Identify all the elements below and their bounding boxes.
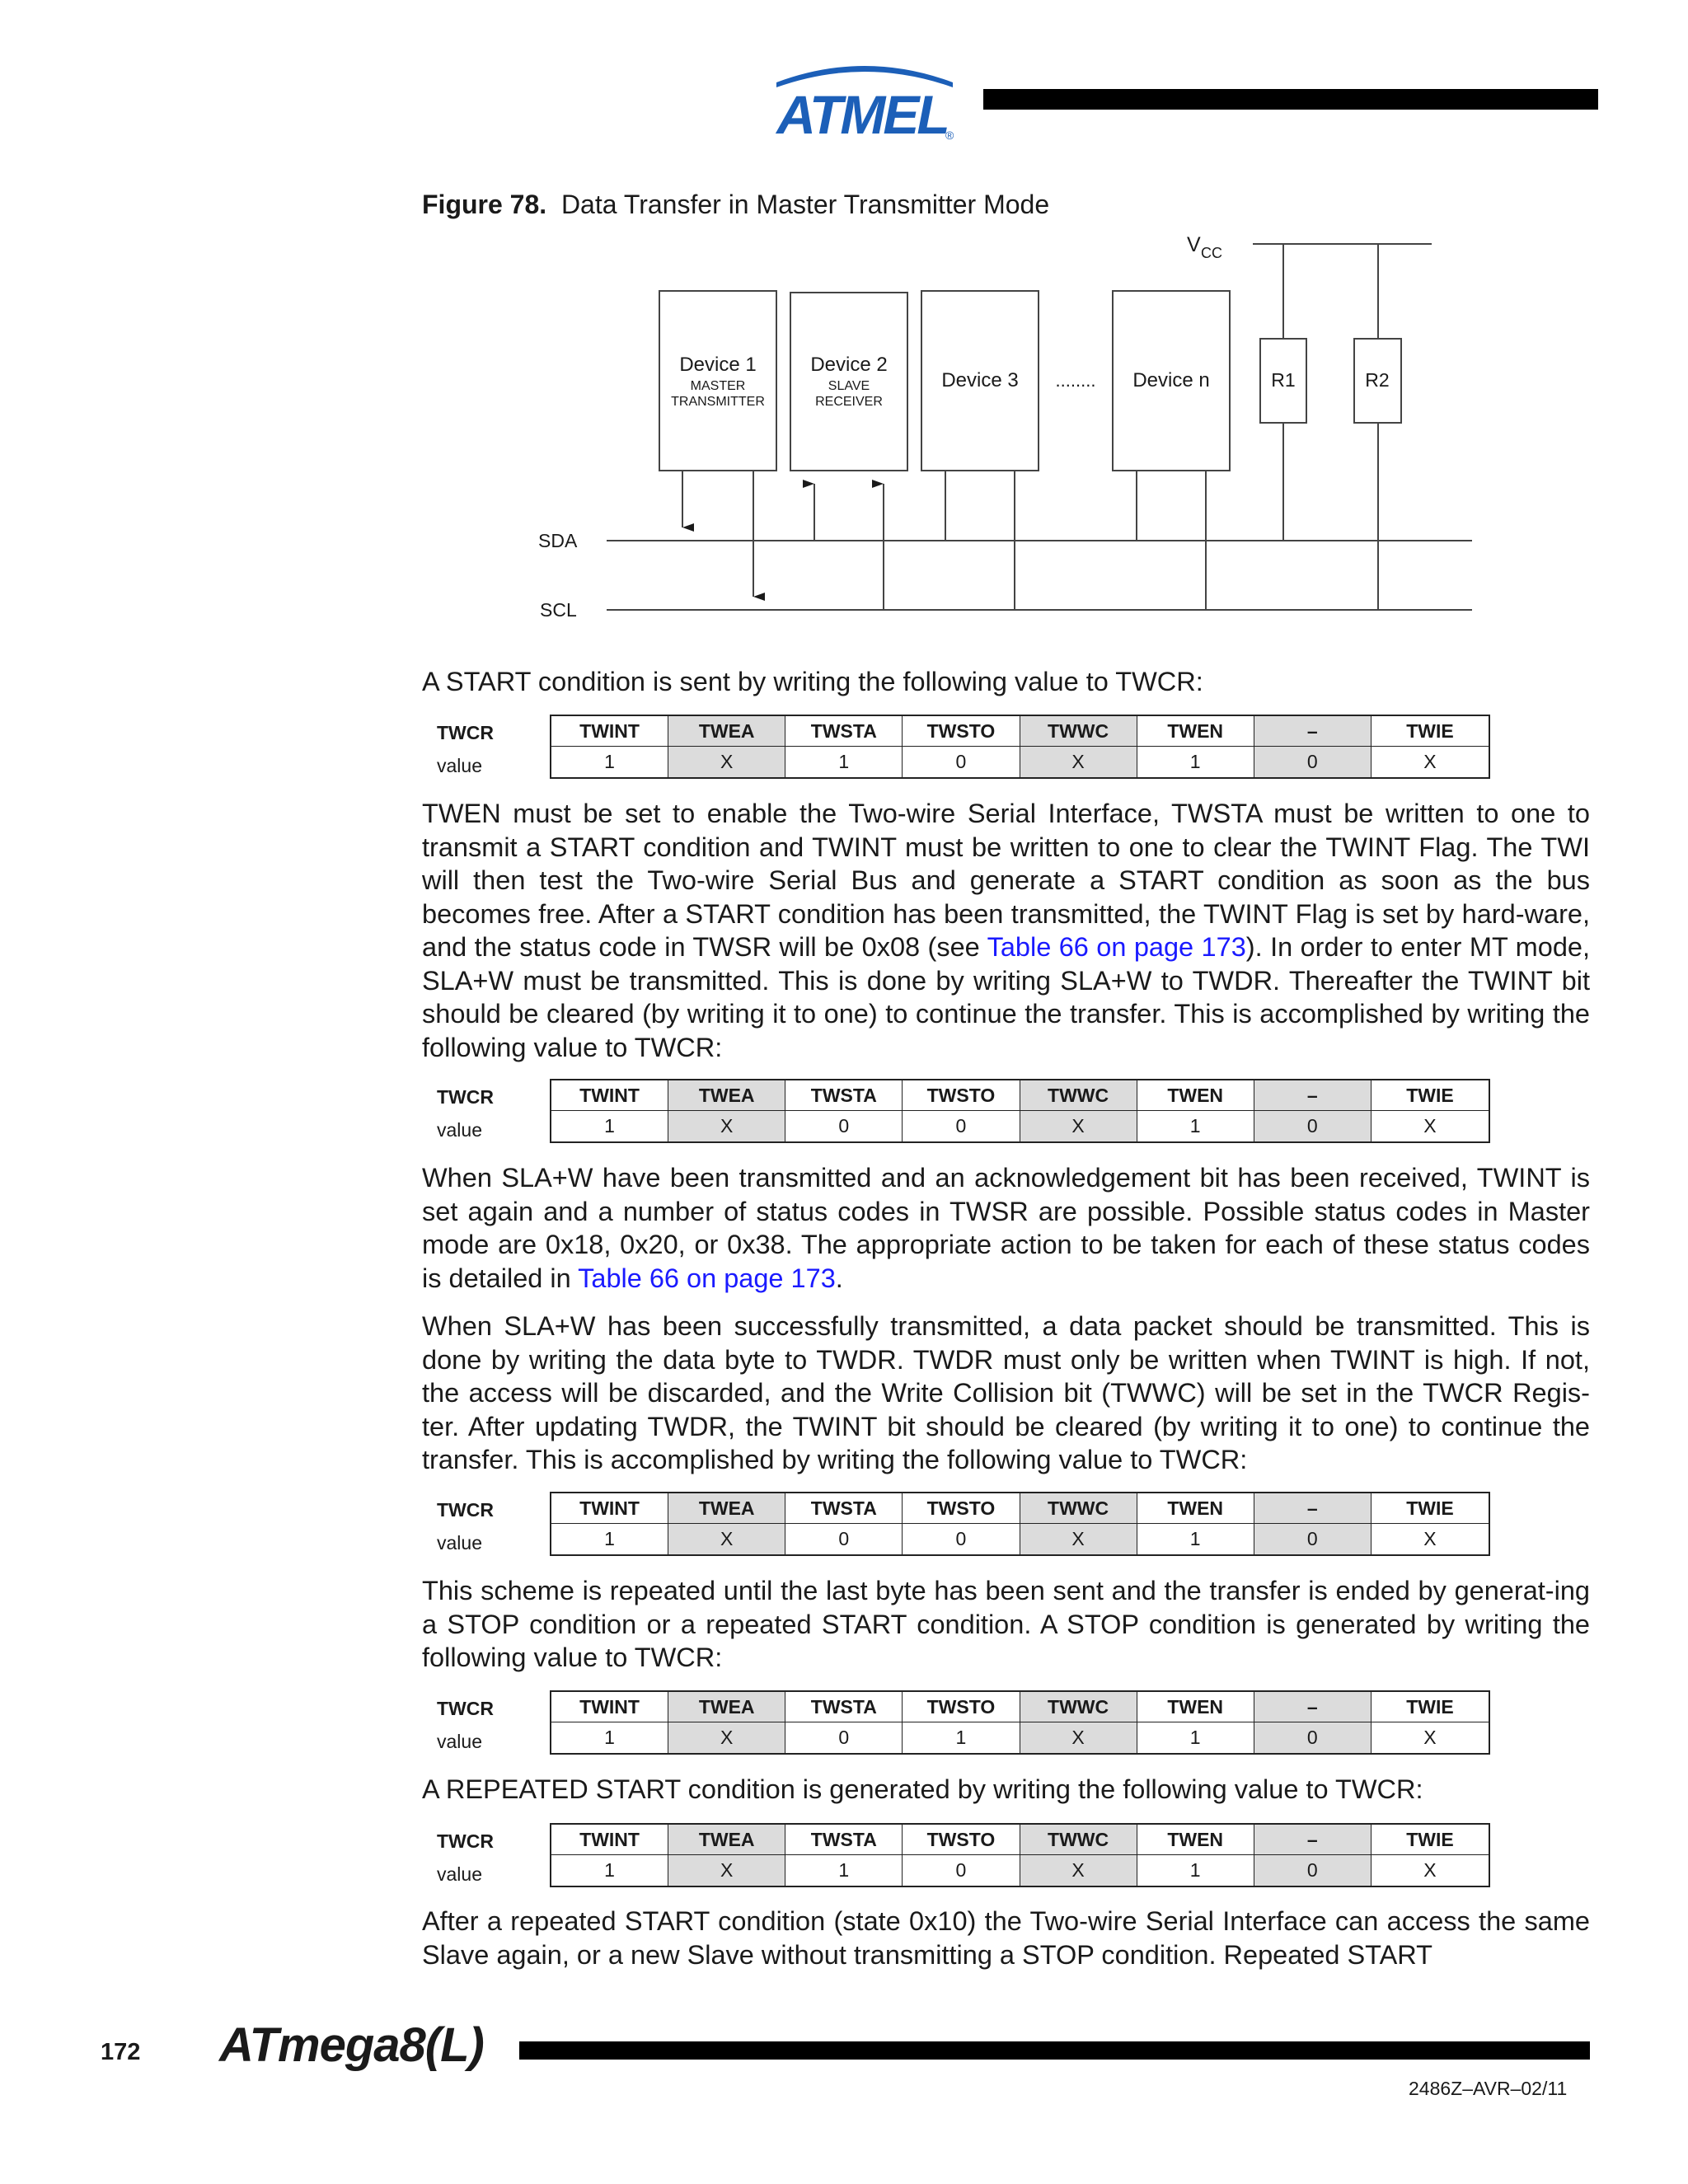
row-label-register: TWCR <box>437 1499 494 1521</box>
bit-value-cell: X <box>1020 1722 1137 1753</box>
bit-value-cell: 1 <box>551 1855 668 1886</box>
bit-value-cell: X <box>1020 1855 1137 1886</box>
bit-name-cell: – <box>1254 1080 1372 1111</box>
bit-name-cell: TWWC <box>1020 716 1137 747</box>
bit-value-cell: X <box>1423 1727 1437 1748</box>
vcc-label: V <box>1187 233 1201 256</box>
bit-value-cell: 0 <box>785 1111 903 1141</box>
bit-name-cell: TWSTA <box>785 716 903 747</box>
bit-name-cell: TWSTO <box>903 1080 1020 1111</box>
bit-value-cell: 1 <box>1137 747 1254 777</box>
bit-name-cell: TWSTO <box>903 716 1020 747</box>
bit-name-cell: TWSTO <box>903 1692 1020 1722</box>
bit-name-cell: TWEA <box>668 1692 785 1722</box>
logo-wordmark: ATMEL <box>776 84 948 143</box>
bit-name-cell: TWEA <box>668 1493 785 1524</box>
twcr-table-start <box>422 715 1490 782</box>
bit-value-cell: 0 <box>785 1722 903 1753</box>
bit-value-cell: X <box>668 1722 785 1753</box>
paragraph-repeated-start: A REPEATED START condition is generated by writing the following value to TWCR: <box>422 1774 1423 1804</box>
table-66-link[interactable]: Table 66 on page 173 <box>578 1263 836 1293</box>
document-code: 2486Z–AVR–02/11 <box>1409 2078 1568 2099</box>
bit-value-cell: 0 <box>903 1855 1020 1886</box>
device-2-role-line1: SLAVE <box>828 379 870 393</box>
twcr-table-stop <box>422 1690 1490 1758</box>
bit-name-cell: TWSTA <box>785 1080 903 1111</box>
device-2-role-line2: RECEIVER <box>815 395 883 409</box>
bit-grid <box>550 1492 1490 1556</box>
bit-value-cell: X <box>668 1111 785 1141</box>
bit-name-cell: TWINT <box>551 1493 668 1524</box>
device-1-role-line2: TRANSMITTER <box>671 395 765 409</box>
bit-name-cell: TWWC <box>1020 1080 1137 1111</box>
bit-name-cell: TWEN <box>1137 716 1254 747</box>
device-n-name: Device n <box>1132 369 1210 391</box>
bit-value-cell: 1 <box>1137 1524 1254 1554</box>
bit-name-cell: TWINT <box>551 1080 668 1111</box>
bit-value-cell: 1 <box>1137 1111 1254 1141</box>
bit-value-cell: 1 <box>551 1524 668 1554</box>
row-label-value: value <box>437 1119 482 1141</box>
row-label-register: TWCR <box>437 722 494 743</box>
bit-value-cell: 0 <box>903 1111 1020 1141</box>
device-1-name: Device 1 <box>679 354 757 376</box>
bit-grid <box>550 1079 1490 1143</box>
bit-grid <box>550 715 1490 779</box>
bit-value-cell: 0 <box>1254 747 1372 777</box>
i2c-bus-diagram <box>0 0 1688 626</box>
paragraph-stop-scheme: This scheme is repeated until the last byte has been sent and the transfer is ended by generat-ing a STOP condition or a repeated START condition. A STOP condition is generated by writing the following value to TWCR: <box>422 1576 1590 1672</box>
bit-value-cell: X <box>1423 1115 1437 1137</box>
row-label-value: value <box>437 1863 482 1885</box>
bit-name-cell: TWWC <box>1020 1825 1137 1855</box>
bit-name-cell: TWINT <box>551 716 668 747</box>
bit-value-cell: 0 <box>1254 1524 1372 1554</box>
row-label-value: value <box>437 755 482 776</box>
table-66-link[interactable]: Table 66 on page 173 <box>987 932 1246 962</box>
bit-value-cell: 1 <box>785 1855 903 1886</box>
bit-grid <box>550 1690 1490 1755</box>
paragraph-start-intro: A START condition is sent by writing the following value to TWCR: <box>422 667 1203 696</box>
bit-name-cell: TWEN <box>1137 1692 1254 1722</box>
row-label-register: TWCR <box>437 1830 494 1852</box>
bit-value-cell: X <box>1020 1111 1137 1141</box>
bit-value-cell: X <box>668 1855 785 1886</box>
bit-name-cell: TWSTA <box>785 1493 903 1524</box>
bit-value-cell: 1 <box>551 747 668 777</box>
bit-name-cell: TWSTO <box>903 1825 1020 1855</box>
bit-name-cell: TWWC <box>1020 1692 1137 1722</box>
sda-label: SDA <box>538 530 578 551</box>
resistor-r1-label: R1 <box>1271 369 1296 391</box>
bit-value-cell: 0 <box>785 1524 903 1554</box>
bit-value-cell: 0 <box>1254 1111 1372 1141</box>
vcc-subscript: CC <box>1201 245 1222 261</box>
bit-name-cell: TWEN <box>1137 1080 1254 1111</box>
bit-name-cell: TWIE <box>1372 1080 1489 1111</box>
bit-name-cell: TWWC <box>1020 1493 1137 1524</box>
bit-name-cell: TWIE <box>1372 1825 1489 1855</box>
bit-value-cell: X <box>668 747 785 777</box>
row-label-value: value <box>437 1731 482 1752</box>
paragraph-status-codes: When SLA+W have been transmitted and an acknowledgement bit has been received, TWINT is set again and a number of status codes in TWSR are possible. Possible status codes in Master mode are 0x18, 0x20, or 0x38. The appropriate action to be taken for each of these status codes is detailed in Table 66 on page 173. <box>422 1163 1590 1293</box>
bit-name-cell: – <box>1254 1493 1372 1524</box>
bit-name-cell: TWEN <box>1137 1825 1254 1855</box>
device-1-role-line1: MASTER <box>690 379 746 393</box>
bit-name-cell: TWSTA <box>785 1692 903 1722</box>
device-3-name: Device 3 <box>941 369 1019 391</box>
row-label-register: TWCR <box>437 1086 494 1108</box>
device-2-name: Device 2 <box>810 354 888 376</box>
bit-grid <box>550 1823 1490 1887</box>
scl-label: SCL <box>540 599 577 621</box>
paragraph-twen-start: TWEN must be set to enable the Two-wire Serial Interface, TWSTA must be written to one to transmit a START condition and TWINT must be written to one to clear the TWINT Flag. The TWI will then test the Two-wire Serial Bus and generate a START condition as soon as the bus becomes free. After a START condition has been transmitted, the TWINT Flag is set by hard-ware, and the status code in TWSR will be 0x08 (see Table 66 on page 173). In order to enter MT mode, SLA+W must be transmitted. This is done by writing SLA+W to TWDR. Thereafter the TWINT bit should be cleared (by writing it to one) to continue the transfer. This is accomplished by writing the following value to TWCR: <box>422 799 1590 1062</box>
bit-name-cell: TWINT <box>551 1825 668 1855</box>
bit-name-cell: TWEA <box>668 716 785 747</box>
bit-name-cell: TWIE <box>1372 1692 1489 1722</box>
bit-name-cell: – <box>1254 1825 1372 1855</box>
bit-name-cell: TWEA <box>668 1080 785 1111</box>
bit-name-cell: TWIE <box>1372 1493 1489 1524</box>
twcr-table-data <box>422 1492 1490 1559</box>
svg-text:®: ® <box>945 129 954 142</box>
footer-rule <box>519 2041 1590 2060</box>
bit-name-cell: TWSTA <box>785 1825 903 1855</box>
bit-value-cell: X <box>1423 1528 1437 1549</box>
bit-name-cell: TWEA <box>668 1825 785 1855</box>
bit-name-cell: – <box>1254 1692 1372 1722</box>
twcr-table-repeated-start <box>422 1823 1490 1891</box>
bit-name-cell: TWSTO <box>903 1493 1020 1524</box>
bit-value-cell: 1 <box>785 747 903 777</box>
resistor-r2-label: R2 <box>1365 369 1390 391</box>
row-label-register: TWCR <box>437 1698 494 1719</box>
figure-number: Figure 78. <box>422 190 547 219</box>
bit-name-cell: – <box>1254 716 1372 747</box>
bit-name-cell: TWINT <box>551 1692 668 1722</box>
page-number: 172 <box>101 2039 141 2065</box>
bit-value-cell: 1 <box>1137 1855 1254 1886</box>
product-title: ATmega8(L) <box>219 2018 484 2072</box>
bit-value-cell: 0 <box>1254 1722 1372 1753</box>
bit-value-cell: 1 <box>551 1722 668 1753</box>
bit-value-cell: 1 <box>903 1722 1020 1753</box>
bit-value-cell: X <box>1020 1524 1137 1554</box>
device-ellipsis: ........ <box>1055 370 1096 391</box>
figure-title: Data Transfer in Master Transmitter Mode <box>560 190 1050 219</box>
row-label-value: value <box>437 1532 482 1554</box>
bit-value-cell: 0 <box>903 747 1020 777</box>
paragraph-after-repeated-start: After a repeated START condition (state 0x10) the Two-wire Serial Interface can access the same Slave again, or a new Slave without transmitting a STOP condition. Repeated START <box>422 1906 1590 1970</box>
bit-name-cell: TWEN <box>1137 1493 1254 1524</box>
bit-value-cell: X <box>1423 751 1437 772</box>
paragraph-data-packet: When SLA+W has been successfully transmitted, a data packet should be transmitted. This is done by writing the data byte to TWDR. TWDR must only be written when TWINT is high. If not, the access will be discarded, and the Write Collision bit (TWWC) will be set in the TWCR Regis-ter. After updating TWDR, the TWINT bit should be cleared (by writing it to one) to continue the transfer. This is accomplished by writing the following value to TWCR: <box>422 1311 1590 1474</box>
bit-value-cell: X <box>668 1524 785 1554</box>
bit-value-cell: 0 <box>903 1524 1020 1554</box>
bit-name-cell: TWIE <box>1372 716 1489 747</box>
twcr-table-sla-w <box>422 1079 1490 1146</box>
bit-value-cell: 0 <box>1254 1855 1372 1886</box>
bit-value-cell: 1 <box>1137 1722 1254 1753</box>
bit-value-cell: X <box>1423 1859 1437 1881</box>
bit-value-cell: X <box>1020 747 1137 777</box>
bit-value-cell: 1 <box>551 1111 668 1141</box>
